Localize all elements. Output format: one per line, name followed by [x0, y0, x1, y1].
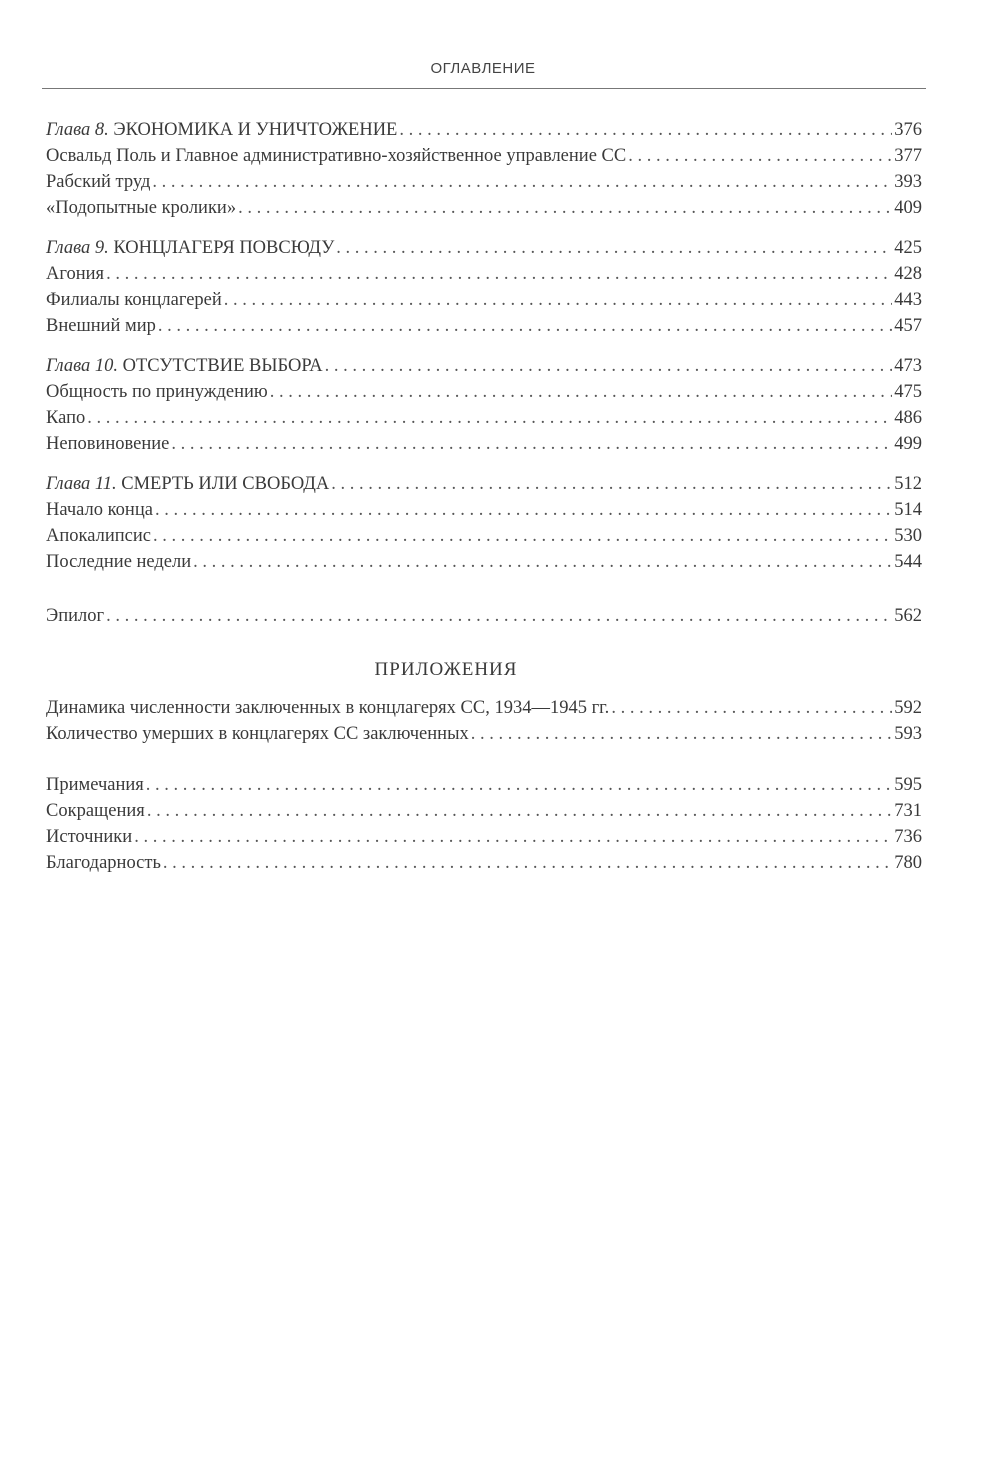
toc-entry[interactable] — [46, 379, 922, 405]
toc-entry[interactable] — [46, 431, 922, 457]
entry-title — [46, 824, 132, 850]
leader-dots — [471, 721, 892, 747]
leader-dots — [171, 431, 892, 457]
page-number: 514 — [894, 500, 922, 520]
entry-title — [46, 169, 150, 195]
leader-dots — [336, 235, 892, 261]
toc-entry[interactable] — [46, 261, 922, 287]
appendices-heading: ПРИЛОЖЕНИЯ — [374, 659, 518, 680]
toc-entry-epilogue[interactable]: Эпилог . . . 562 — [46, 603, 922, 629]
entry-title-text: Апокалипсис — [46, 526, 151, 546]
leader-dots — [106, 603, 892, 629]
leader-dots — [331, 471, 892, 497]
entry-title-text: Рабский труд — [46, 172, 151, 192]
page-number: 377 — [894, 146, 922, 166]
page-number: 393 — [894, 172, 922, 192]
entry-title-text: Капо — [46, 408, 86, 428]
toc-entry[interactable] — [46, 169, 922, 195]
leader-dots — [155, 497, 892, 523]
leader-dots — [87, 405, 892, 431]
toc-entry-chapter[interactable] — [46, 353, 922, 379]
toc-entry[interactable] — [46, 850, 922, 876]
entry-title-text: Динамика численности заключенных в концлагерях СС, 1934—1945 гг. — [46, 698, 610, 718]
entry-title — [46, 497, 153, 523]
running-header: ОГЛАВЛЕНИЕ — [430, 60, 536, 77]
page-number: 425 — [894, 238, 922, 258]
toc-appendices — [46, 657, 922, 747]
toc-entry[interactable] — [46, 824, 922, 850]
entry-title — [46, 431, 169, 457]
chapter-group — [46, 235, 922, 339]
page-number: 443 — [894, 290, 922, 310]
chapter-group — [46, 471, 922, 575]
entry-title — [46, 287, 222, 313]
entry-title-text: «Подопытные кролики» — [46, 198, 237, 218]
leader-dots — [147, 798, 892, 824]
leader-dots — [325, 353, 893, 379]
page-number: 592 — [894, 698, 922, 718]
entry-title — [46, 695, 609, 721]
toc-entry[interactable] — [46, 549, 922, 575]
entry-title-text: Благодарность — [46, 853, 161, 873]
entry-title-text: Внешний мир — [46, 316, 156, 336]
leader-dots — [153, 523, 892, 549]
page-number: 486 — [894, 408, 922, 428]
page-number: 457 — [894, 316, 922, 336]
leader-dots — [628, 143, 892, 169]
entry-title-text: ЭКОНОМИКА И УНИЧТОЖЕНИЕ — [113, 120, 398, 140]
entry-title-text: Сокращения — [46, 801, 145, 821]
page-number: 780 — [894, 853, 922, 873]
page-number: 593 — [894, 724, 922, 744]
entry-title — [46, 117, 397, 143]
leader-dots — [399, 117, 892, 143]
toc-entry[interactable] — [46, 313, 922, 339]
toc-entry-chapter[interactable] — [46, 235, 922, 261]
toc-chapters — [46, 117, 922, 589]
page-number: 544 — [894, 552, 922, 572]
chapter-number: Глава 11. — [46, 474, 117, 494]
entry-title-text: Освальд Поль и Главное административно-хозяйственное управление СС — [46, 146, 627, 166]
page-number: 530 — [894, 526, 922, 546]
toc-entry-chapter[interactable] — [46, 117, 922, 143]
entry-title-text: Общность по принуждению — [46, 382, 268, 402]
entry-title-text: ОТСУТСТВИЕ ВЫБОРА — [122, 356, 323, 376]
page-number: 499 — [894, 434, 922, 454]
leader-dots — [134, 824, 892, 850]
entry-title — [46, 313, 156, 339]
leader-dots — [163, 850, 892, 876]
page-number: 376 — [894, 120, 922, 140]
chapter-group — [46, 353, 922, 457]
leader-dots — [146, 772, 892, 798]
entry-title — [46, 143, 626, 169]
leader-dots — [270, 379, 893, 405]
entry-title — [46, 405, 85, 431]
toc-entry-chapter[interactable] — [46, 471, 922, 497]
entry-title — [46, 471, 329, 497]
entry-title — [46, 772, 144, 798]
toc-back-matter — [46, 772, 922, 876]
page-number: 731 — [894, 801, 922, 821]
entry-title — [46, 798, 145, 824]
entry-title-text: КОНЦЛАГЕРЯ ПОВСЮДУ — [113, 238, 335, 258]
chapter-number: Глава 8. — [46, 120, 109, 140]
entry-title — [46, 379, 268, 405]
toc-entry[interactable] — [46, 523, 922, 549]
entry-title-text: Начало конца — [46, 500, 153, 520]
entry-title — [46, 353, 323, 379]
entry-title-text: Источники — [46, 827, 133, 847]
entry-title — [46, 721, 469, 747]
page-number: 473 — [894, 356, 922, 376]
entry-title — [46, 261, 104, 287]
toc-entry[interactable] — [46, 287, 922, 313]
chapter-number: Глава 10. — [46, 356, 118, 376]
entry-title — [46, 850, 161, 876]
entry-title — [46, 549, 191, 575]
page-number: 475 — [894, 382, 922, 402]
page-number: 736 — [894, 827, 922, 847]
leader-dots — [106, 261, 892, 287]
entry-title — [46, 195, 236, 221]
entry-title-text: Количество умерших в концлагерях СС заключенных — [46, 724, 469, 744]
toc-entry[interactable] — [46, 195, 922, 221]
entry-title-text: Агония — [46, 264, 105, 284]
toc-entry[interactable] — [46, 405, 922, 431]
toc-entry[interactable] — [46, 721, 922, 747]
entry-title-text: СМЕРТЬ ИЛИ СВОБОДА — [121, 474, 330, 494]
toc-entry[interactable] — [46, 695, 922, 721]
entry-title-text: Филиалы концлагерей — [46, 290, 222, 310]
leader-dots — [238, 195, 892, 221]
toc-epilogue — [46, 603, 922, 629]
page-number: 512 — [894, 474, 922, 494]
leader-dots — [224, 287, 892, 313]
leader-dots — [152, 169, 892, 195]
toc-entry[interactable] — [46, 772, 922, 798]
leader-dots — [193, 549, 892, 575]
entry-title — [46, 523, 151, 549]
chapter-group — [46, 117, 922, 221]
page-number: 409 — [894, 198, 922, 218]
leader-dots — [158, 313, 892, 339]
entry-title-text: Последние недели — [46, 552, 192, 572]
page-number: 595 — [894, 775, 922, 795]
header-rule — [42, 88, 926, 89]
toc-entry[interactable] — [46, 143, 922, 169]
leader-dots — [611, 695, 892, 721]
entry-title-text: Примечания — [46, 775, 144, 795]
page-number: 428 — [894, 264, 922, 284]
entry-title — [46, 235, 334, 261]
chapter-number: Глава 9. — [46, 238, 109, 258]
entry-title-text: Неповиновение — [46, 434, 170, 454]
toc-entry[interactable] — [46, 497, 922, 523]
toc-entry[interactable] — [46, 798, 922, 824]
